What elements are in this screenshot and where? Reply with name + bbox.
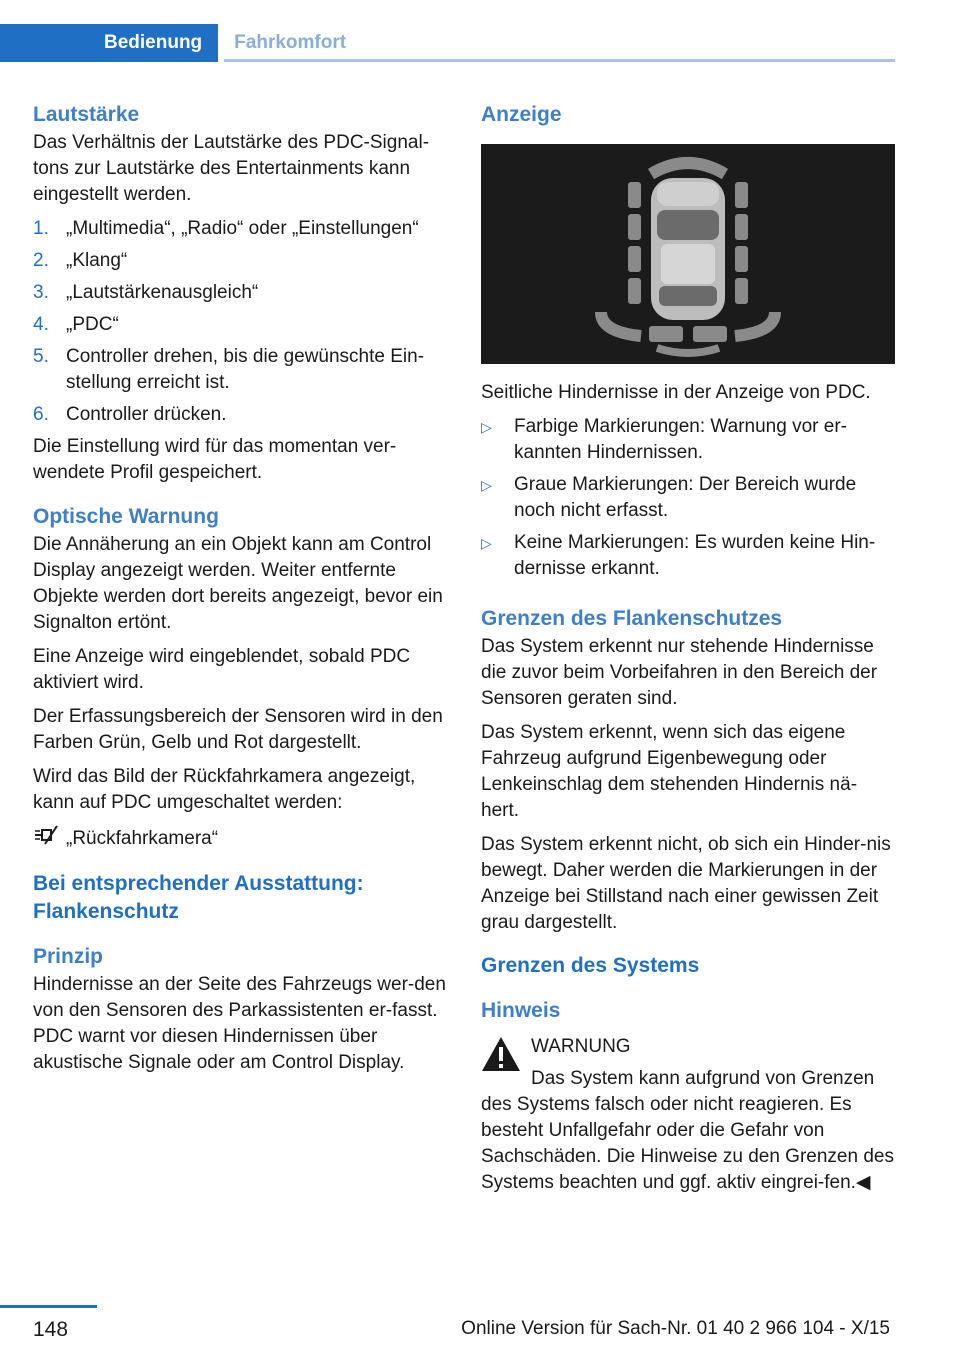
step-number: 2. bbox=[33, 250, 49, 271]
list-item bbox=[33, 344, 449, 396]
list-item bbox=[33, 216, 449, 242]
list-item bbox=[33, 402, 449, 428]
heading-anzeige: Anzeige bbox=[481, 103, 562, 126]
step-text: „Lautstärkenausgleich“ bbox=[66, 282, 259, 303]
list-item bbox=[481, 530, 895, 582]
paragraph-optische-2: Eine Anzeige wird eingeblendet, sobald PDC aktiviert wird. bbox=[33, 646, 411, 693]
rear-camera-icon bbox=[33, 824, 66, 854]
triangle-bullet-icon: ▷ bbox=[481, 419, 492, 435]
rear-camera-label: „Rückfahrkamera“ bbox=[66, 828, 219, 849]
footer-online-version: Online Version für Sach-Nr. 01 40 2 966 104 - X/15 bbox=[461, 1318, 890, 1339]
step-number: 4. bbox=[33, 314, 49, 335]
step-text: Controller drücken. bbox=[66, 404, 227, 425]
step-number: 5. bbox=[33, 346, 49, 367]
step-text: „PDC“ bbox=[66, 314, 119, 335]
bullet-text: Keine Markierungen: Es wurden keine Hin-dernisse erkannt. bbox=[514, 532, 876, 579]
header-rule bbox=[224, 59, 895, 62]
heading-optische-warnung: Optische Warnung bbox=[33, 505, 219, 528]
step-text: „Multimedia“, „Radio“ oder „Einstellungen“ bbox=[66, 218, 419, 239]
list-item bbox=[481, 414, 895, 466]
paragraph-optische-3: Der Erfassungsbereich der Sensoren wird in den Farben Grün, Gelb und Rot dargestellt. bbox=[33, 706, 443, 753]
right-column bbox=[481, 100, 895, 1196]
paragraph-lautstaerke: Das Verhältnis der Lautstärke des PDC-Signal-tons zur Lautstärke des Entertainments kann eingestellt werden. bbox=[33, 132, 430, 205]
step-number: 6. bbox=[33, 404, 49, 425]
step-number: 1. bbox=[33, 218, 49, 239]
paragraph-grenzen-2: Das System erkennt, wenn sich das eigene Fahrzeug aufgrund Eigenbewegung oder Lenkeinschlag dem stehenden Hindernis nä-hert. bbox=[481, 722, 858, 821]
figure-caption: Seitliche Hindernisse in der Anzeige von PDC. bbox=[481, 382, 871, 403]
warning-title: WARNUNG bbox=[531, 1036, 631, 1057]
bullet-text: Farbige Markierungen: Warnung vor er-kannten Hindernissen. bbox=[514, 416, 847, 463]
paragraph-grenzen-3: Das System erkennt nicht, ob sich ein Hinder-nis bewegt. Daher werden die Markierungen in der Anzeige bei Stillstand nach einer gewissen Zeit grau dargestellt. bbox=[481, 834, 891, 933]
step-text: „Klang“ bbox=[66, 250, 128, 271]
page-number: 148 bbox=[33, 1318, 69, 1341]
triangle-bullet-icon: ▷ bbox=[481, 535, 492, 551]
warning-block bbox=[481, 1034, 895, 1196]
bullet-text: Graue Markierungen: Der Bereich wurde noch nicht erfasst. bbox=[514, 474, 857, 521]
triangle-bullet-icon: ▷ bbox=[481, 477, 492, 493]
heading-flankenschutz: Bei entsprechender Ausstattung: Flankenschutz bbox=[33, 872, 364, 923]
heading-grenzen-systems: Grenzen des Systems bbox=[481, 954, 700, 977]
list-item bbox=[33, 248, 449, 274]
heading-hinweis: Hinweis bbox=[481, 999, 561, 1022]
paragraph-profil: Die Einstellung wird für das momentan ver-wendete Profil gespeichert. bbox=[33, 436, 397, 483]
list-item bbox=[33, 312, 449, 338]
paragraph-prinzip: Hindernisse an der Seite des Fahrzeugs wer-den von den Sensoren des Parkassistenten er-fasst. PDC warnt vor diesen Hindernissen über akustische Signale oder am Control Display. bbox=[33, 974, 446, 1073]
left-column bbox=[33, 100, 449, 1076]
paragraph-optische-1: Die Annäherung an ein Objekt kann am Control Display angezeigt werden. Weiter entfernte Objekte werden dort bereits angezeigt, bevor ein Signalton ertönt. bbox=[33, 534, 443, 633]
list-item bbox=[33, 280, 449, 306]
header-tabs bbox=[0, 24, 362, 62]
heading-grenzen-flankenschutz: Grenzen des Flankenschutzes bbox=[481, 607, 783, 630]
pdc-display-figure bbox=[481, 144, 895, 364]
footer-rule bbox=[0, 1305, 97, 1308]
markings-list bbox=[481, 414, 895, 582]
step-number: 3. bbox=[33, 282, 49, 303]
tab-bedienung: Bedienung bbox=[0, 24, 218, 62]
pdc-car-illustration bbox=[481, 144, 895, 364]
step-text: Controller drehen, bis die gewünschte Ein-stellung erreicht ist. bbox=[66, 346, 425, 393]
warning-triangle-icon bbox=[481, 1036, 521, 1077]
camera-switch-line bbox=[33, 824, 449, 854]
tab-fahrkomfort: Fahrkomfort bbox=[234, 32, 347, 53]
heading-prinzip: Prinzip bbox=[33, 945, 104, 968]
paragraph-grenzen-1: Das System erkennt nur stehende Hindernisse die zuvor beim Vorbeifahren in den Bereich der Sensoren geraten sind. bbox=[481, 636, 878, 709]
warning-text: Das System kann aufgrund von Grenzen des Systems falsch oder nicht reagieren. Es besteht Unfallgefahr oder die Gefahr von Sachschäden. Die Hinweise zu den Grenzen des Systems beachten und ggf. aktiv eingrei-fen.◀ bbox=[481, 1068, 894, 1193]
heading-lautstaerke: Lautstärke bbox=[33, 103, 140, 126]
paragraph-optische-4: Wird das Bild der Rückfahrkamera angezeigt, kann auf PDC umgeschaltet werden: bbox=[33, 766, 416, 813]
list-item bbox=[481, 472, 895, 524]
steps-list bbox=[33, 216, 449, 428]
